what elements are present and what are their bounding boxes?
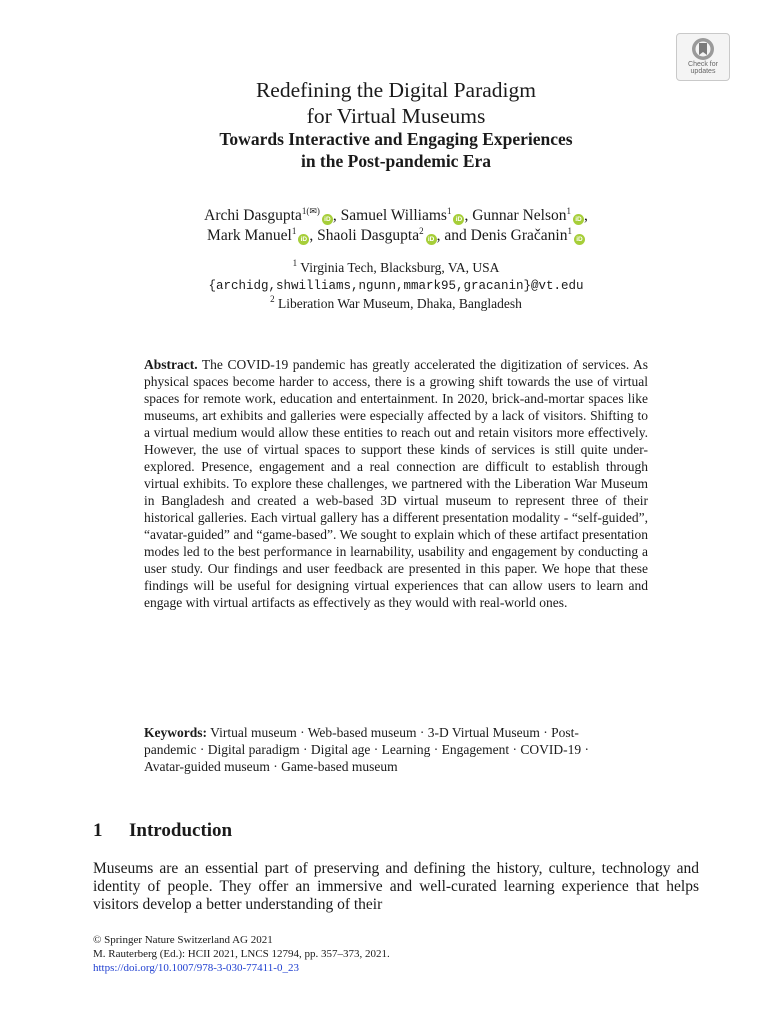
affiliations [0,259,768,312]
author-affiliation-mark: 1 [566,206,571,216]
author-line-2: Mark Manuel$^1$iD , Shaoli Dasgupta$^2$iD , and Denis Gračanin$^1$iD [0,226,768,246]
subtitle-line-1: Towards Interactive and Engaging Experiences [219,129,573,149]
author-affiliation-mark: 2 [419,226,424,236]
author-affiliation-mark: 1 [567,226,572,236]
affiliation-mark: 1 [292,258,298,268]
orcid-icon[interactable]: iD [426,234,437,245]
section-number: 1 [93,820,103,841]
author-emails [0,276,768,295]
email-list[interactable]: {archidg,shwilliams,ngunn,mmark95,gracanin}@vt.edu [208,279,584,293]
author-name: Mark Manuel [207,227,292,244]
author-connector: and [444,227,467,244]
orcid-icon[interactable]: iD [453,214,464,225]
doi-link[interactable]: https://doi.org/10.1007/978-3-030-77411-0_23 [93,962,299,974]
check-for-updates-badge[interactable] [676,33,730,81]
copyright-line: © Springer Nature Switzerland AG 2021 [93,934,273,946]
section-title: Introduction [129,820,233,841]
affiliation-mark: 2 [270,294,275,304]
orcid-icon[interactable]: iD [574,234,585,245]
author-name: Archi Dasgupta [204,207,302,224]
author-affiliation-mark: 1 [291,226,297,236]
introduction-paragraph: Museums are an essential part of preserving and defining the history, culture, technology and identity of people. They offer an immersive and well-curated learning experience that helps visitors develop a better understanding of their [93,860,699,913]
orcid-icon[interactable]: iD [573,214,584,225]
orcid-icon[interactable]: iD [322,214,333,225]
title-line-1: Redefining the Digital Paradigm [255,78,537,102]
citation-line: M. Rauterberg (Ed.): HCII 2021, LNCS 12794, pp. 357–373, 2021. [93,948,390,960]
author-name: Gunnar Nelson [472,207,567,224]
paper-title [0,77,768,129]
keywords-label: Keywords: [144,725,207,740]
affiliation-text: Virginia Tech, Blacksburg, VA, USA [300,260,500,275]
affiliation-2 [0,295,768,312]
badge-line-2: updates [690,68,716,75]
author-name: Samuel Williams [340,207,447,224]
abstract-text: The COVID-19 pandemic has greatly accelerated the digitization of services. As physical spaces become harder to access, there is a growing shift towards the use of virtual spaces for remote work, education and entertainment. In 2020, brick-and-mortar spaces like museums, art exhibits and galleries were especially affected by a lack of visitors. Shifting to a virtual medium would allow these entities to reach out and retain visitors more effectively. However, the use of virtual spaces to support these kinds of services is still quite under-explored. Presence, engagement and a real connection are difficult to establish through virtual exhibits. To explore these challenges, we partnered with the Liberation War Museum in Bangladesh and created a web-based 3D virtual museum to represent three of their historical galleries. Each virtual gallery has a different presentation modality - “self-guided”, “avatar-guided” and “game-based”. We sought to explain which of these artifact presentation modes led to the best performance in learnability, usability and engagement by conducting a user study. Our findings and user feedback are presented in this paper. We hope that these findings will be useful for designing virtual experiences that can allow users to learn and engage with virtual artifacts as effectively as they would with real-world ones. [144,357,648,610]
author-affiliation-mark: 1 [446,206,452,216]
author-affiliation-mark: 1(✉) [301,206,320,216]
keywords [144,724,614,775]
affiliation-1 [0,259,768,276]
abstract-label: Abstract. [144,357,198,372]
keywords-text: Virtual museum · Web-based museum · 3-D Virtual Museum · Post-pandemic · Digital paradigm · Digital age · Learning · Engagement · COVID-19 · Avatar-guided museum · Game-based museum [144,725,589,774]
section-heading [93,819,232,843]
abstract [144,356,648,611]
publication-footer [93,933,390,975]
orcid-icon[interactable]: iD [298,234,309,245]
author-name: Shaoli Dasgupta [317,227,420,244]
affiliation-text: Liberation War Museum, Dhaka, Bangladesh [278,296,522,311]
bookmark-icon [691,37,715,61]
author-list [0,206,768,246]
subtitle-line-2: in the Post-pandemic Era [300,151,492,171]
paper-subtitle [0,128,768,172]
badge-line-1: Check for [688,61,718,68]
author-line-1: Archi Dasgupta$^{1(✉)}$iD , Samuel Williams$^1$iD , Gunnar Nelson$^1$iD , [204,206,588,224]
author-name: Denis Gračanin [470,227,568,244]
title-line-2: for Virtual Museums [306,104,486,128]
